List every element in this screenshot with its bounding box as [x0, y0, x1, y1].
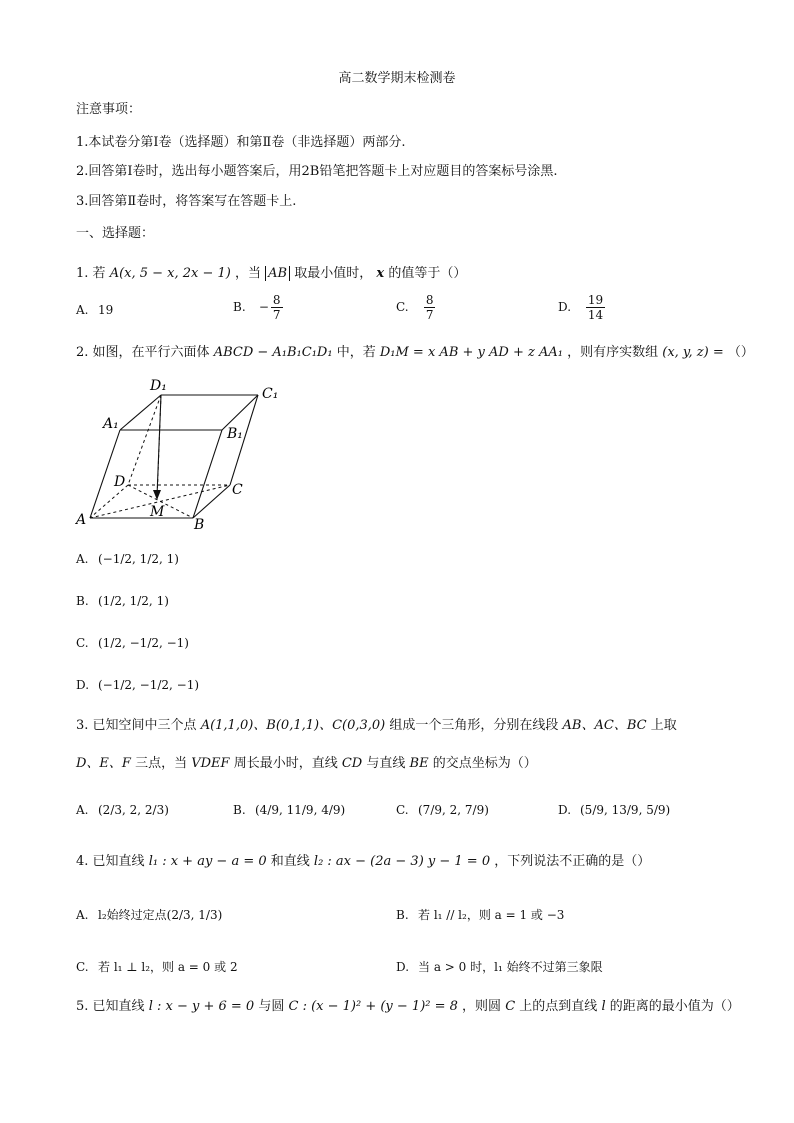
q4-option-a[interactable]: A. l₂始终过定点(2/3, 1/3) — [76, 908, 223, 922]
parallelepiped-figure — [70, 372, 300, 537]
page-title: 高二数学期末检测卷 — [338, 71, 456, 86]
label-b: B — [194, 517, 205, 533]
notice-item-2: 2.回答第Ⅰ卷时，选出每小题答案后，用2B铅笔把答题卡上对应题目的答案标号涂黑. — [76, 164, 558, 179]
label-m: M — [150, 504, 165, 520]
q4-option-b[interactable]: B. 若 l₁ // l₂，则 a = 1 或 −3 — [396, 908, 565, 922]
question-3-line-2: D、E、F 三点，当 VDEF 周长最小时，直线 CD 与直线 BE 的交点坐标为（） — [76, 756, 537, 771]
q2-option-b[interactable]: B. (1/2, 1/2, 1) — [76, 594, 169, 608]
label-c: C — [232, 482, 243, 498]
question-5: 5. 已知直线 l : x − y + 6 = 0 与圆 C : (x − 1)² + (y − 1)² = 8 ，则圆 C 上的点到直线 l 的距离的最小值为（） — [76, 999, 740, 1014]
label-b1: B₁ — [227, 426, 243, 442]
question-4: 4. 已知直线 l₁ : x + ay − a = 0 和直线 l₂ : ax − (2a − 3) y − 1 = 0 ，下列说法不正确的是（） — [76, 854, 651, 869]
q4-option-d[interactable]: D. 当 a > 0 时，l₁ 始终不过第三象限 — [396, 960, 603, 974]
q4-option-c[interactable]: C. 若 l₁ ⊥ l₂，则 a = 0 或 2 — [76, 960, 238, 974]
question-2: 2. 如图，在平行六面体 ABCD − A₁B₁C₁D₁ 中，若 D₁M = x AB + y AD + z AA₁ ，则有序实数组 (x, y, z) = （） — [76, 345, 754, 360]
notice-heading: 注意事项： — [76, 102, 142, 117]
q3-option-a[interactable]: A. (2/3, 2, 2/3) — [76, 803, 169, 817]
q1-abs-ab: AB — [265, 266, 290, 281]
notice-item-1: 1.本试卷分第Ⅰ卷（选择题）和第Ⅱ卷（非选择题）两部分. — [76, 135, 406, 150]
section-heading: 一、选择题： — [76, 226, 155, 241]
q1-option-c[interactable]: C. $\frac{8}{7}$ — [396, 293, 434, 322]
question-1: 1. 若 A(x, 5 − x, 2x − 1) ，当 AB 取最小值时， x 的值等于（） — [76, 266, 467, 281]
label-a1: A₁ — [103, 416, 119, 432]
q3-option-c[interactable]: C. (7/9, 2, 7/9) — [396, 803, 489, 817]
q2-option-c[interactable]: C. (1/2, −1/2, −1) — [76, 636, 189, 650]
q3-option-d[interactable]: D. (5/9, 13/9, 5/9) — [558, 803, 671, 817]
q2-option-d[interactable]: D. (−1/2, −1/2, −1) — [76, 678, 200, 692]
label-d1: D₁ — [150, 378, 167, 394]
q2-vector-equation: D₁M = x AB + y AD + z AA₁ — [379, 345, 563, 360]
question-3-line-1: 3. 已知空间中三个点 A(1,1,0)、B(0,1,1)、C(0,3,0) 组成一个三角形，分别在线段 AB、AC、BC 上取 — [76, 718, 677, 733]
label-c1: C₁ — [262, 386, 279, 402]
q1-option-d[interactable]: D. $\frac{19}{14}$ — [558, 293, 604, 322]
label-a: A — [76, 512, 87, 528]
q2-option-a[interactable]: A. (−1/2, 1/2, 1) — [76, 552, 179, 566]
q1-option-b[interactable]: B. − $\frac{8}{7}$ — [233, 293, 281, 322]
q1-point-a: A(x, 5 − x, 2x − 1) — [109, 266, 231, 281]
q1-option-a[interactable]: A. 19 — [76, 303, 114, 317]
label-d: D — [114, 474, 126, 490]
notice-item-3: 3.回答第Ⅱ卷时，将答案写在答题卡上. — [76, 194, 297, 209]
q3-option-b[interactable]: B. (4/9, 11/9, 4/9) — [233, 803, 346, 817]
